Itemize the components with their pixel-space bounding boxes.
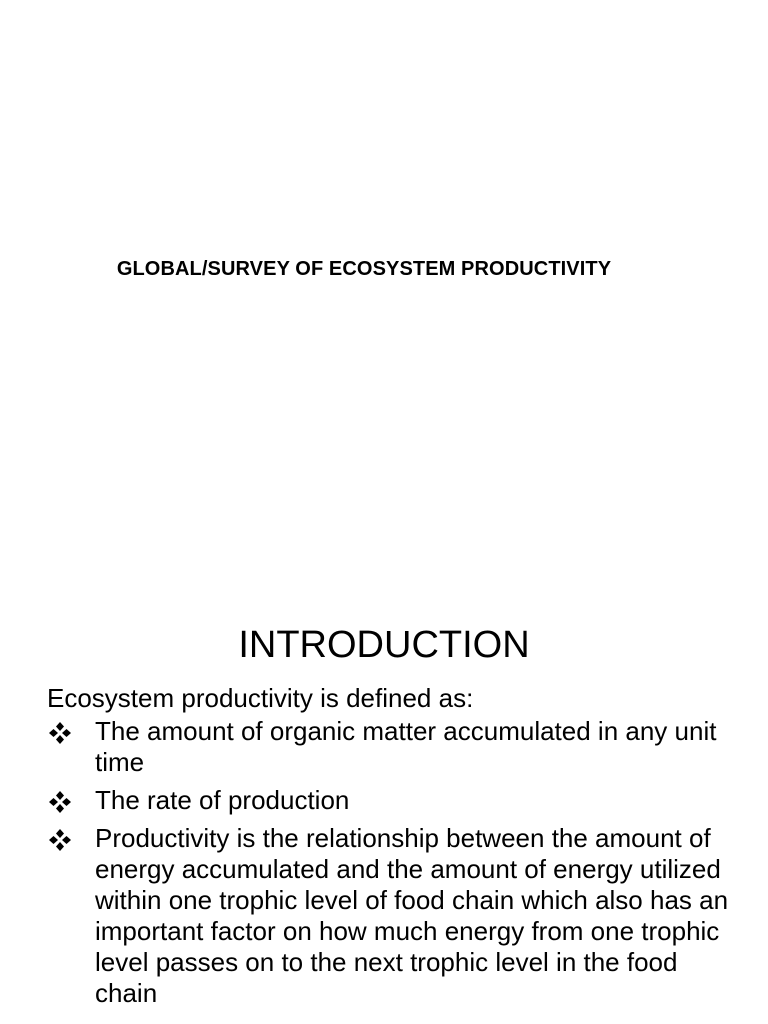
section-heading: INTRODUCTION [238, 624, 530, 666]
list-item [47, 716, 737, 778]
four-diamond-bullet-icon [47, 827, 73, 853]
definition-list [47, 716, 737, 1009]
slide-body [47, 683, 737, 1016]
bullet-text: Productivity is the relationship between the amount of energy accumulated and the amount of energy utilized within one trophic level of food chain which also has an important factor on how much energy from one trophic level passes on to the next trophic level in the food chain [95, 823, 729, 1008]
bullet-text: The rate of production [95, 785, 350, 815]
bullet-text: The amount of organic matter accumulated in any unit time [95, 716, 717, 777]
list-item [47, 823, 737, 1009]
document-title: GLOBAL/SURVEY OF ECOSYSTEM PRODUCTIVITY [116, 258, 612, 280]
list-item [47, 785, 737, 816]
slide-introduction [0, 576, 768, 1024]
four-diamond-bullet-icon [47, 720, 73, 746]
four-diamond-bullet-icon [47, 789, 73, 815]
definition-lead: Ecosystem productivity is defined as: [47, 683, 474, 713]
